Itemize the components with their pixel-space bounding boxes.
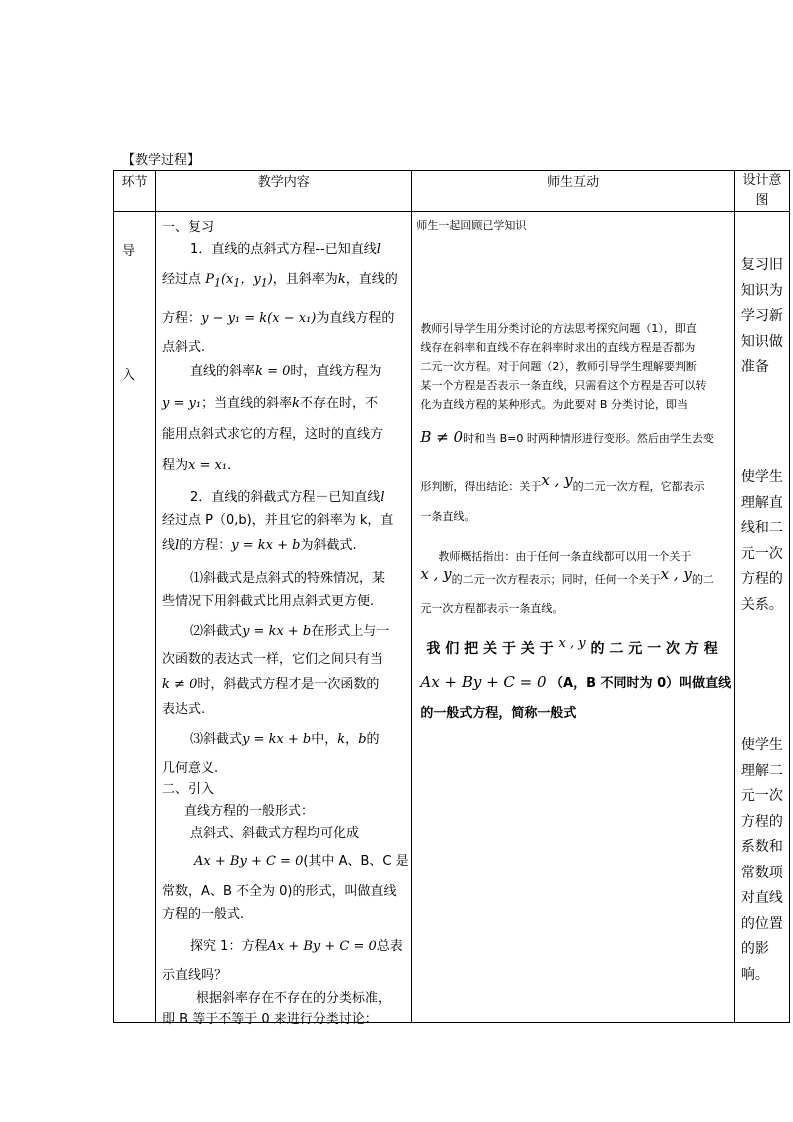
intent-line: 元一次 [740,545,783,562]
math-slope-intercept: y = kx + b [242,624,312,639]
text-span: （A，B 不同时为 0）叫做直线 [550,676,732,691]
intent-line: 复习旧 [740,257,783,273]
intent-line: 元一次 [740,788,783,804]
content-line [190,486,384,505]
text-span: ，且斜率为 [272,272,338,287]
math-sub: 1 [233,276,241,290]
intent-line: 知识做 [740,333,783,350]
math-general-form: Ax + By + C = 0 [267,939,377,954]
content-line [190,728,379,747]
text-span: 的二元一次方程，它都表示 [572,480,705,493]
content-line: 根据斜率存在不存在的分类标准， [196,991,392,1006]
math-l: l [380,490,385,505]
text-span: 时，直线方程为 [290,364,382,379]
table-header-row [114,171,790,212]
content-line [190,935,403,954]
interaction-line: 元一次方程都表示一条直线。 [420,602,564,615]
intent-line: 理解二 [740,762,783,779]
text-span: 为直线方程的 [316,311,395,326]
text-span: 的方程： [179,538,232,553]
text-span: 的 [366,732,380,747]
interaction-bold-line [420,672,731,691]
review-title: 一、复习 [162,220,215,235]
text-span: 程为 [162,458,189,473]
text-span: 经过点 [162,272,202,287]
section-heading: 【教学过程】 [122,153,201,168]
content-line [162,534,357,553]
intent-line: 使学生 [740,737,783,753]
content-line [190,620,389,639]
text-span: 在形式上与一 [311,624,390,639]
text-span: ， [345,732,359,747]
text-span: ⑵斜截式 [190,624,243,639]
content-line: 次函数的表达式一样，它们之间只有当 [162,652,384,667]
text-span: 探究 1：方程 [190,939,268,954]
content-line [190,238,381,257]
math-l: l [175,538,180,553]
math-k: k [292,396,301,411]
intent-line: 方程的 [740,571,783,587]
content-line [190,360,381,379]
intent-line: 理解直 [740,494,783,511]
header-content: 教学内容 [156,171,412,212]
content-line: 经过点 P（0,b)，并且它的斜率为 k，直 [162,513,394,528]
intent-line: 准备 [740,359,769,375]
math-point-p1 [205,272,273,290]
intent-line: 关系。 [740,596,783,613]
text-span: 2．直线的斜截式方程－已知直线 [190,490,381,505]
text-span: ⑶斜截式 [190,732,243,747]
intent-line: 的位置 [740,915,783,932]
math-slope-intercept: y = kx + b [231,538,301,553]
intent-line: 线和二 [740,520,783,536]
intent-line: 系数和 [740,839,783,855]
intent-line: 对直线 [740,890,783,906]
content-line: 常数，A、B 不全为 0)的形式，叫做直线 [162,884,397,899]
teaching-process-table [113,170,790,1027]
header-stage: 环节 [114,171,156,212]
interaction-line: 某一个方程是否表示一条直线，只需看这个方程是否可以转 [420,379,707,392]
intent-cell [734,212,789,1023]
interaction-line: 教师引导学生用分类讨论的方法思考探究问题（1），即直 [420,322,697,335]
header-intent-line1: 设计意 [742,173,782,188]
content-line [162,392,378,411]
content-line: 点斜式. [162,340,206,355]
text-span: 我 们 把 关 于 关 于 [426,641,554,657]
math-point-slope: y − y₁ = k(x − x₁) [201,311,317,326]
table-row [114,212,790,1023]
text-span: 方程： [162,311,202,326]
math-x-eq-x1: x = x₁ [188,458,228,473]
content-cell [156,212,412,1027]
content-line: 几何意义. [162,761,219,776]
math-b-nonzero: B ≠ 0 [420,428,464,446]
text-span: 线 [162,538,176,553]
content-line [162,673,379,692]
math-text: P [205,272,214,287]
text-span: 1．直线的点斜式方程--已知直线 [190,242,377,257]
math-slope-intercept: y = kx + b [242,732,312,747]
intent-line: 的影 [740,941,769,957]
text-span: ；当直线的斜率 [201,396,293,411]
math-general-form: Ax + By + C = 0 [420,673,547,691]
math-l: l [376,242,381,257]
math-general-form: Ax + By + C = 0 [194,854,304,869]
content-line: 即 B 等于不等于 0 来进行分类讨论： [162,1012,378,1027]
math-text: (x [220,272,234,287]
intent-line: 常数项 [740,864,783,881]
intro-title: 二、引入 [162,782,215,797]
content-line [162,307,394,326]
text-span: ，直线的 [345,272,398,287]
text-span: 不存在时，不 [300,396,379,411]
math-xy: x , y [660,565,692,583]
content-line: 程为x = x₁. [162,458,232,473]
content-line: 方程的一般式. [162,907,245,922]
header-intent-line2: 图 [755,193,769,208]
text-span: 总表 [376,939,403,954]
intent-line: 方程的 [740,813,783,830]
content-line [194,850,409,869]
content-line [162,268,398,290]
text-span: 为斜截式. [300,538,357,553]
intent-line: 学习新 [740,308,783,324]
stage-cell [114,212,156,1023]
text-span: 时，斜截式方程才是一次函数的 [197,677,380,692]
content-line: 表达式. [162,702,206,717]
interaction-cell [412,212,734,1023]
math-k-nonzero: k ≠ 0 [162,677,198,692]
intent-line: 使学生 [740,469,783,485]
intent-line: 知识为 [740,282,783,299]
text-span: 的 二 元 一 次 方 程 [590,641,718,657]
interaction-line: 师生一起回顾已学知识 [416,219,527,232]
content-line: 点斜式、斜截式方程均可化成 [190,826,360,841]
header-interaction: 师生互动 [412,171,734,212]
math-text: ，y [240,272,261,287]
text-span: 时和当 B=0 时两种情形进行变形。然后由学生去变 [463,432,714,445]
math-xy: x , y [541,471,573,489]
interaction-line: 化为直线方程的某种形式。为此要对 B 分类讨论，即当 [420,398,688,411]
interaction-line [420,428,713,446]
interaction-line: 二元一次方程。对于问题（2），教师引导学生理解要判断 [420,360,697,373]
interaction-line: 一条直线。 [420,510,476,523]
text-span: (其中 A、B、C 是 [303,854,409,869]
math-sub: 1 [260,276,268,290]
intent-line: 响。 [740,966,769,983]
content-line: 能用点斜式求它的方程，这时的直线方 [162,427,384,442]
math-text: ) [267,272,273,287]
math-k-zero: k = 0 [255,364,291,379]
math-xy: x , y [420,565,452,583]
interaction-line: 教师概括指出：由于任何一条直线都可以用一个关于 [438,550,692,563]
math-xy: x , y [558,636,586,651]
math-sub: 1 [213,276,221,290]
interaction-line [420,471,705,494]
math-y-eq-y1: y = y₁ [162,396,202,411]
content-line: 些情况下用斜截式比用点斜式更方便. [162,594,375,609]
math-b: b [358,732,367,747]
math-k: k [337,732,346,747]
text-span: 形判断，得出结论：关于 [420,480,542,493]
content-line: 示直线吗？ [162,968,228,983]
math-k: k [337,272,346,287]
content-line: 直线方程的一般形式： [184,804,315,819]
text-span: 中， [311,732,338,747]
stage-char-2: 入 [122,368,136,383]
header-intent [734,171,789,212]
content-line: ⑴斜截式是点斜式的特殊情况，某 [190,571,386,586]
interaction-line: 线存在斜率和直线不存在斜率时求出的直线方程是否都为 [420,341,696,354]
text-span: 的二元一次方程表示；同时，任何一个关于 [451,573,661,586]
interaction-line [420,565,714,587]
stage-char-1: 导 [122,244,136,259]
text-span: 直线的斜率 [190,364,256,379]
text-span: 的二 [691,573,714,586]
interaction-bold-line [426,638,717,658]
interaction-bold-line: 的一般式方程，简称一般式 [420,706,577,721]
